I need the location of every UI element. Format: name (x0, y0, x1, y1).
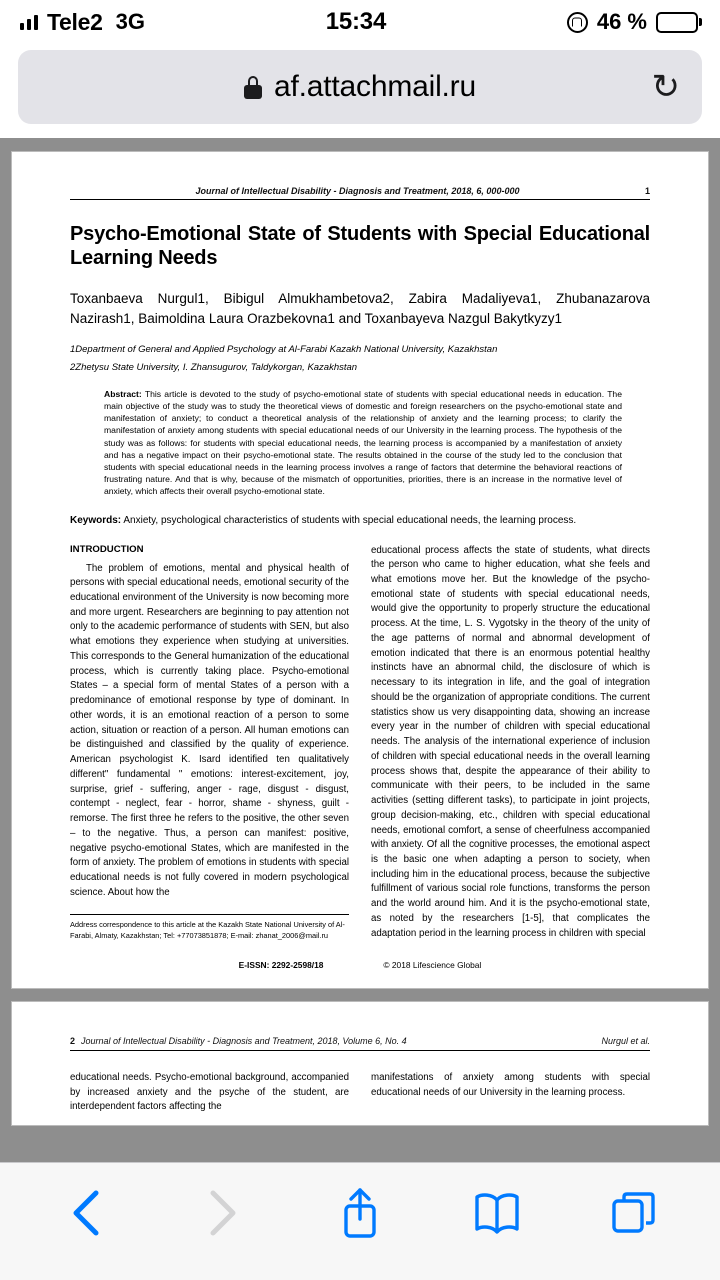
two-column-body (70, 544, 650, 942)
browser-address-area (0, 44, 720, 138)
page2-two-column-body (70, 1071, 650, 1115)
column-right (371, 544, 650, 942)
document-page-1 (12, 152, 708, 988)
author-list: Toxanbaeva Nurgul1, Bibigul Almukhambetova2, Zabira Madaliyeva1, Zhubanazarova Nazirash1, Baimoldina Laura Orazbekovna1 and Toxanbayeva Nazgul Bakytkyzy1 (70, 290, 650, 327)
orientation-lock-icon (567, 12, 588, 33)
correspondence-footnote: Address correspondence to this article at the Kazakh State National University of Al-Farabi, Almaty, Kazakhstan; Tel: +77073851878; E-mail: zhanat_2006@mail.ru (70, 920, 345, 941)
affiliation-1: 1Department of General and Applied Psychology at Al-Farabi Kazakh National University, Kazakhstan (70, 344, 498, 356)
clock-label: 15:34 (325, 8, 387, 35)
page2-column-right (371, 1071, 650, 1115)
footnote-divider (70, 914, 349, 915)
back-button[interactable] (51, 1182, 121, 1244)
address-bar-content[interactable] (244, 70, 476, 104)
status-bar-right (567, 9, 698, 35)
page2-paragraph-right: manifestations of anxiety among students with special educational needs of our University in the learning process. (371, 1071, 650, 1098)
journal-citation: Journal of Intellectual Disability - Diagnosis and Treatment, 2018, 6, 000-000 (195, 186, 520, 196)
share-icon (338, 1186, 382, 1240)
page-number: 1 (644, 186, 650, 196)
keywords-label: Keywords: (70, 514, 122, 526)
issn-label: E-ISSN: 2292-2598/18 (238, 959, 324, 970)
page2-running-head (70, 1036, 650, 1051)
back-chevron-icon (69, 1188, 103, 1238)
abstract-label: Abstract: (104, 388, 142, 399)
intro-paragraph-right: educational process affects the state of students, what directs the person who came to higher education, what she feels and what emotions move her. But the knowledge of the psycho-emotional state of students with special educational needs, would give the opportunity to properly structure the educational process. At the time, L. S. Vygotsky in the theory of the unity of the age patterns of normal and abnormal development of emotion indicated that there is an enormous potential healthy instincts have an abnormal child, the disclosure of which is necessary to its integration in life, and the goal of integration should be the organization of appropriate conditions. The current statistics show us very disappointing data, showing an increase every year in the number of children with special educational needs. The analysis of the international experience of inclusion of children with special educational needs in the overall learning process shows that, despite the appearance of their ability to communicate with their peers, to be included in the same activities (setting different tasks), to participate in joint projects, group decision-making, etc., children with special educational needs, emotional comfort, a sense of cheerfulness accompanied with anxiety. Of all the cognitive processes, the emotional aspect is the basic one when adapting a person to society, when including him in the educational process, because the subjective fulfillment of various social role functions, transforms the person and the world around him. And it is the psycho-emotional state, as noted by the researchers [1-5], that complicates the adaptation period in the learning process in children with special (371, 544, 650, 939)
network-type-label: 3G (115, 9, 145, 34)
battery-icon (656, 12, 698, 33)
signal-bars-icon (20, 14, 38, 30)
article-title: Psycho-Emotional State of Students with Special Educational Learning Needs (70, 223, 650, 270)
browser-bottom-toolbar (0, 1162, 720, 1280)
document-scroll-area[interactable] (0, 138, 720, 1212)
forward-button[interactable] (188, 1182, 258, 1244)
affiliation-2: 2Zhetysu State University, I. Zhansugurov, Taldykorgan, Kazakhstan (70, 362, 358, 373)
tabs-button[interactable] (599, 1182, 669, 1244)
tabs-icon (610, 1189, 658, 1237)
bookmarks-button[interactable] (462, 1182, 532, 1244)
status-bar (0, 0, 720, 44)
page2-head-left (70, 1036, 407, 1046)
carrier-label: Tele2 (47, 8, 103, 35)
keywords-text: Anxiety, psychological characteristics of students with special educational needs, the learning process. (123, 514, 577, 526)
abstract-block (70, 388, 650, 498)
share-button[interactable] (325, 1182, 395, 1244)
section-heading-introduction: INTRODUCTION (70, 543, 144, 555)
reload-icon[interactable]: ↻ (651, 68, 680, 106)
abstract-text: This article is devoted to the study of psycho-emotional state of students with special educational needs in education. The main objective of the study was to study the theoretical views of domestic and foreign researchers on the psycho-emotional state and manifestation of anxiety; to conduct a theoretical analysis of the relationship of anxiety and the learning process; to clarify the manifestation of anxiety among students with special educational needs of our University in the learning process. The hypothesis of the study was as follows: for students with special educational needs, the learning process is accompanied by a manifestation of anxiety and has a negative impact on their psycho-emotional state. The results obtained in the course of the study led to the conclusion that students with special educational needs in the learning process involves a range of factors that determine the behavioral reactions of frustrating nature. And that is why, because of the mismatch of opportunities, priorities, there is an increase in the normative level of anxiety, which affects their overall psycho-emotional state. (104, 388, 622, 497)
bookmarks-icon (472, 1190, 522, 1236)
padlock-icon (244, 75, 262, 99)
copyright-label: © 2018 Lifescience Global (383, 959, 482, 970)
page2-number: 2 (70, 1035, 76, 1046)
page2-paragraph-left: educational needs. Psycho-emotional background, accompanied by increased anxiety and the psyche of the student, are interdependent factors affecting the (70, 1071, 349, 1113)
page2-head-right: Nurgul et al. (601, 1035, 650, 1046)
forward-chevron-icon (206, 1188, 240, 1238)
battery-percent-label: 46 % (596, 9, 647, 34)
page1-running-head (70, 186, 650, 200)
address-bar[interactable] (18, 50, 702, 124)
page1-footer (70, 960, 650, 970)
intro-paragraph-left: The problem of emotions, mental and physical health of persons with special educational needs, emotional security of the educational environment of the University is now becoming more and more urgent. Researchers are beginning to pay attention not only to the academic performance of students with SEN, but also what emotions they experience when studying at universities. This corresponds to the General humanization of the educational process, which is currently taking place. Psycho-emotional States – a special form of mental States of a person with a predominance of emotional response by type of dominant. In other words, it is an emotional reaction of a person to some action, situation or reaction of a person. All human emotions can be distinguished and classified by the quality of experience. American psychologist K. Isard identified ten qualitatively different" fundamental " emotions: interest-excitement, joy, surprise, grief - suffering, anger - rage, disgust - disgust, contempt - neglect, fear - horror, shame - shyness, guilt - remorse. The first three he refers to the positive, the other seven – to the negative. Thus, a person can manifest: positive, negative psycho-emotional States, which are manifested in the form of anxiety. The problem of emotions in students with special educational needs is not fully covered in modern psychological science. About how the (70, 562, 349, 898)
status-bar-left (20, 9, 145, 36)
document-page-2 (12, 1002, 708, 1125)
url-text: af.attachmail.ru (274, 70, 476, 103)
page2-journal: Journal of Intellectual Disability - Diagnosis and Treatment, 2018, Volume 6, No. 4 (81, 1035, 407, 1046)
page2-column-left (70, 1071, 349, 1115)
keywords-block (70, 514, 650, 528)
column-left (70, 544, 349, 942)
